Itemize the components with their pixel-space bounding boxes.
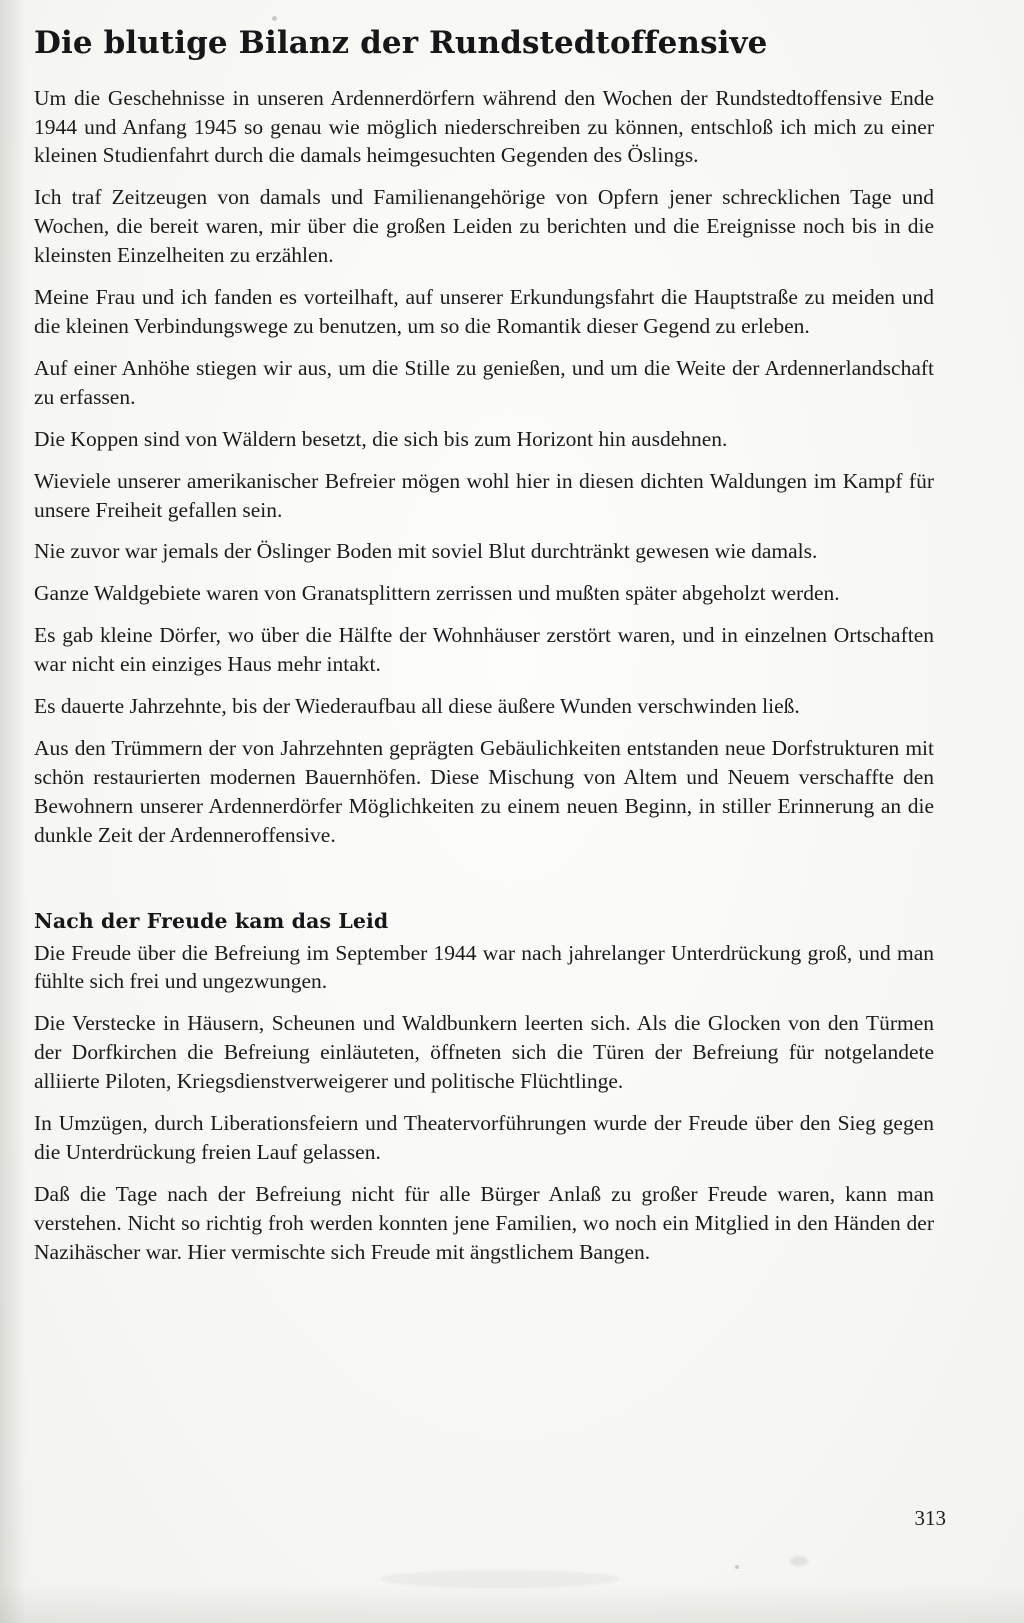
page-number: 313 (914, 1506, 946, 1530)
scan-smudge (790, 1556, 808, 1566)
body-paragraph: Nie zuvor war jemals der Öslinger Boden mit soviel Blut durchtränkt gewesen wie damals. (34, 539, 818, 564)
body-paragraph: Ich traf Zeitzeugen von damals und Familienangehörige von Opfern jener schrecklichen Tage und Wochen, die bereit waren, mir über die großen Leiden zu berichten und die Ereignisse noch bis in die kleinsten Einzelheiten zu erzählen. (34, 185, 934, 268)
body-paragraph: Es gab kleine Dörfer, wo über die Hälfte der Wohnhäuser zerstört waren, und in einzelnen Ortschaften war nicht ein einziges Haus mehr intakt. (34, 623, 934, 677)
scan-speck (272, 16, 277, 21)
scan-speck (735, 1565, 739, 1569)
body-paragraph: Es dauerte Jahrzehnte, bis der Wiederaufbau all diese äußere Wunden verschwinden ließ. (34, 694, 800, 719)
page-content (34, 26, 934, 1280)
section-paragraph: In Umzügen, durch Liberationsfeiern und Theatervorführungen wurde der Freude über den Sieg gegen die Unterdrückung freien Lauf gelassen. (34, 1111, 934, 1165)
body-paragraph: Aus den Trümmern der von Jahrzehnten geprägten Gebäulichkeiten entstanden neue Dorfstrukturen mit schön restaurierten modernen Bauernhöfen. Diese Mischung von Altem und Neuem verschaffte den Bewohnern unserer Ardennerdörfer Möglichkeiten zu einem neuen Beginn, in stiller Erinnerung an die dunkle Zeit der Ardenneroffensive. (34, 735, 934, 847)
body-paragraph: Um die Geschehnisse in unseren Ardennerdörfern während den Wochen der Rundstedtoffensive Ende 1944 und Anfang 1945 so genau wie möglich niederschreiben zu können, entschloß ich mich zu einer kleinen Studienfahrt durch die damals heimgesuchten Gegenden des Öslings. (34, 85, 934, 168)
section-heading: Nach der Freude kam das Leid (34, 908, 389, 933)
section-spacer (34, 863, 934, 909)
body-paragraph: Wieviele unserer amerikanischer Befreier mögen wohl hier in diesen dichten Waldungen im Kampf für unsere Freiheit gefallen sein. (34, 468, 934, 522)
section-paragraph: Die Freude über die Befreiung im September 1944 war nach jahrelanger Unterdrückung groß, und man fühlte sich frei und ungezwungen. (34, 940, 934, 994)
body-paragraph: Meine Frau und ich fanden es vorteilhaft, auf unserer Erkundungsfahrt die Hauptstraße zu meiden und die kleinen Verbindungswege zu benutzen, um so die Romantik dieser Gegend zu erleben. (34, 285, 934, 338)
scan-smudge (380, 1570, 620, 1588)
body-paragraph: Ganze Waldgebiete waren von Granatsplittern zerrissen und mußten später abgeholzt werden. (34, 581, 840, 606)
section-paragraph: Daß die Tage nach der Befreiung nicht für alle Bürger Anlaß zu großer Freude waren, kann man verstehen. Nicht so richtig froh werden konnten jene Familien, wo noch ein Mitglied in den Händen der Nazihäscher war. Hier vermischte sich Freude mit ängstlichem Bangen. (34, 1181, 934, 1264)
section-paragraph: Die Verstecke in Häusern, Scheunen und Waldbunkern leerten sich. Als die Glocken von den Türmen der Dorfkirchen die Befreiung einläuteten, öffneten sich die Türen der Befreiung für notgelandete alliierte Piloten, Kriegsdienstverweigerer und politische Flüchtlinge. (34, 1011, 934, 1094)
body-paragraph: Die Koppen sind von Wäldern besetzt, die sich bis zum Horizont hin ausdehnen. (34, 426, 728, 451)
page-title: Die blutige Bilanz der Rundstedtoffensive (34, 25, 768, 61)
body-paragraph: Auf einer Anhöhe stiegen wir aus, um die Stille zu genießen, und um die Weite der Ardennerlandschaft zu erfassen. (34, 355, 934, 409)
